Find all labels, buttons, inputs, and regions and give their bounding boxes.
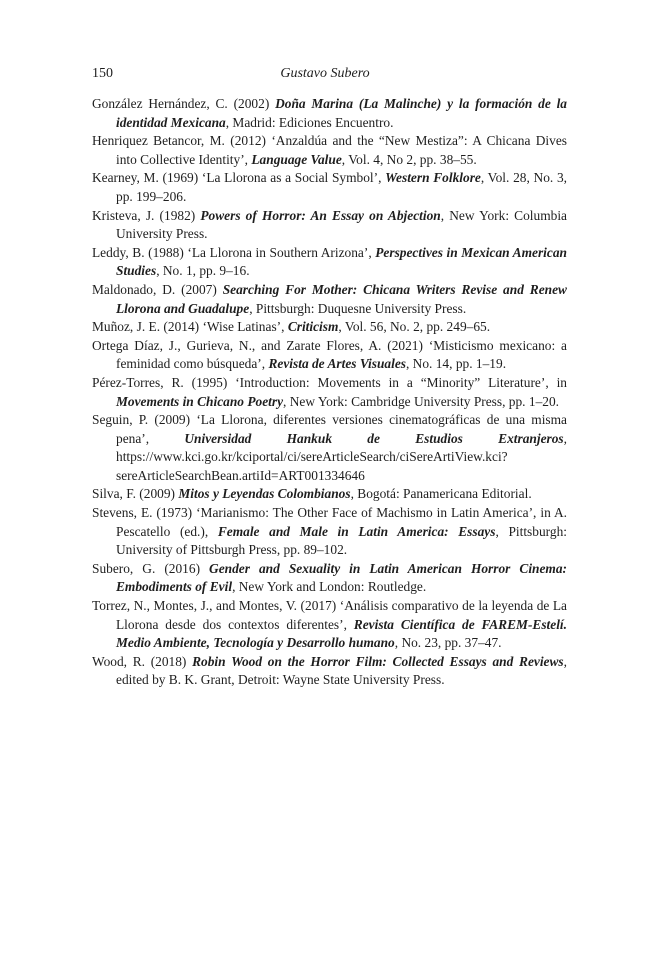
- reference-text: Henriquez Betancor, M. (2012) ‘Anzaldúa and the “New Mestiza”: A Chicana Dives into Collective Identity’,: [92, 133, 567, 167]
- reference-title: Revista de Artes Visuales: [268, 356, 406, 372]
- reference-title: Gender and Sexuality in Latin American Horror Cinema: Embodiments of Evil: [116, 560, 568, 595]
- reference-details: , Vol. 4, No 2, pp. 38–55.: [341, 151, 477, 167]
- reference-title: Revista Científica de FAREM-Estelí. Medio Ambiente, Tecnología y Desarrollo humano: [116, 616, 567, 651]
- reference-details: , No. 23, pp. 37–47.: [394, 635, 502, 651]
- reference-details: , Bogotá: Panamericana Editorial.: [350, 486, 532, 502]
- reference-entry: [92, 169, 567, 206]
- reference-entry: [92, 281, 567, 318]
- reference-text: Stevens, E. (1973) ‘Marianismo: The Other Face of Machismo in Latin America’, in A. Pescatello (ed.),: [92, 505, 567, 539]
- reference-details: , No. 14, pp. 1–19.: [405, 356, 507, 372]
- running-head: Gustavo Subero: [280, 66, 370, 81]
- page-header: [0, 66, 650, 86]
- reference-entry: [92, 411, 567, 485]
- reference-details: , Pittsburgh: Duquesne University Press.: [249, 300, 467, 316]
- reference-text: Torrez, N., Montes, J., and Montes, V. (2017) ‘Análisis comparativo de la leyenda de La Llorona desde dos contextos diferentes’,: [92, 598, 567, 632]
- reference-text: Subero, G. (2016): [92, 560, 210, 576]
- reference-entry: [92, 132, 567, 169]
- reference-text: Ortega Díaz, J., Gurieva, N., and Zarate Flores, A. (2021) ‘Misticismo mexicano: a feminidad como búsqueda’,: [92, 337, 567, 372]
- reference-details: , edited by B. K. Grant, Detroit: Wayne State University Press.: [116, 653, 567, 688]
- reference-title: Female and Male in Latin America: Essays: [217, 523, 496, 539]
- reference-text: Maldonado, D. (2007): [92, 281, 223, 297]
- reference-list: [92, 95, 567, 690]
- reference-title: Powers of Horror: An Essay on Abjection: [200, 207, 441, 223]
- reference-title: Searching For Mother: Chicana Writers Revise and Renew Llorona and Guadalupe: [116, 281, 567, 316]
- reference-text: Silva, F. (2009): [92, 486, 179, 502]
- reference-title: Criticism: [287, 319, 339, 335]
- reference-entry: [92, 597, 567, 653]
- reference-title: Perspectives in Mexican American Studies: [116, 244, 567, 279]
- reference-title: Universidad Hankuk de Estudios Extranjeros: [184, 430, 564, 446]
- reference-entry: [92, 244, 567, 281]
- reference-title: Movements in Chicano Poetry: [116, 393, 284, 409]
- reference-text: Kearney, M. (1969) ‘La Llorona as a Social Symbol’,: [92, 170, 386, 186]
- reference-entry: [92, 337, 567, 374]
- reference-text: Leddy, B. (1988) ‘La Llorona in Southern Arizona’,: [92, 244, 376, 260]
- page-number: 150: [92, 66, 113, 81]
- reference-title: Robin Wood on the Horror Film: Collected Essays and Reviews: [192, 653, 564, 669]
- reference-details: , Vol. 28, No. 3, pp. 199–206.: [116, 170, 567, 204]
- reference-entry: [92, 485, 567, 504]
- reference-details: , New York: Cambridge University Press, pp. 1–20.: [283, 393, 559, 409]
- reference-text: González Hernández, C. (2002): [92, 96, 276, 111]
- reference-entry: [92, 318, 567, 337]
- reference-text: Muñoz, J. E. (2014) ‘Wise Latinas’,: [92, 319, 288, 335]
- reference-text: Seguin, P. (2009) ‘La Llorona, diferentes versiones cinematográficas de una misma pena’,: [92, 412, 567, 446]
- reference-text: Wood, R. (2018): [92, 653, 193, 669]
- reference-entry: [92, 374, 567, 411]
- reference-details: , Vol. 56, No. 2, pp. 249–65.: [338, 319, 491, 335]
- reference-title: Mitos y Leyendas Colombianos: [178, 486, 351, 502]
- reference-entry: [92, 560, 567, 597]
- reference-text: Pérez-Torres, R. (1995) ‘Introduction: Movements in a “Minority” Literature’, in: [92, 374, 567, 390]
- reference-details: , https://www.kci.go.kr/kciportal/ci/sereArticleSearch/ciSereArtiView.kci?sereArticleSearchBean.artiId=ART001334646: [116, 430, 567, 483]
- reference-title: Language Value: [251, 151, 342, 167]
- reference-entry: [92, 653, 567, 690]
- reference-details: , Madrid: Ediciones Encuentro.: [225, 114, 394, 130]
- reference-details: , Pittsburgh: University of Pittsburgh Press, pp. 89–102.: [116, 523, 567, 558]
- reference-text: Kristeva, J. (1982): [92, 207, 201, 223]
- reference-title: Western Folklore: [385, 170, 481, 186]
- reference-details: , New York: Columbia University Press.: [116, 207, 567, 242]
- reference-entry: [92, 504, 567, 560]
- reference-details: , No. 1, pp. 9–16.: [156, 263, 250, 279]
- reference-details: , New York and London: Routledge.: [232, 579, 427, 595]
- reference-title: Doña Marina (La Malinche) y la formación de la identidad Mexicana: [116, 96, 568, 130]
- reference-entry: [92, 95, 567, 132]
- reference-entry: [92, 207, 567, 244]
